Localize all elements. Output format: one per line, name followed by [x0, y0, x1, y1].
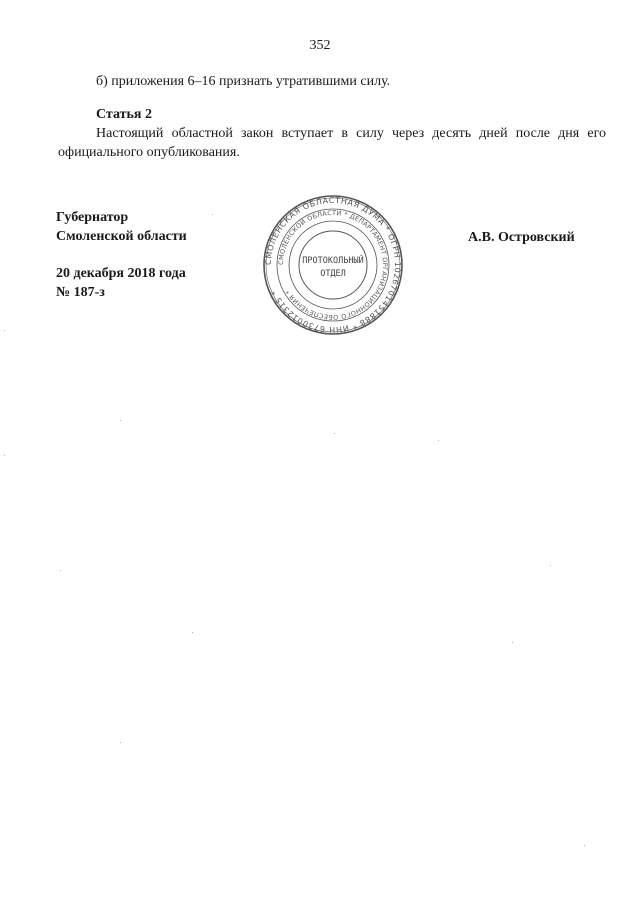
signer-title-line2: Смоленской области [56, 229, 187, 244]
scan-speck [4, 455, 5, 456]
seal-middle-text: СМОЛЕНСКОЙ ОБЛАСТИ * ДЕПАРТАМЕНТ ОРГАНИЗАЦИОННОГО ОБЕСПЕЧЕНИЯ * [276, 208, 390, 322]
signer-title-line1: Губернатор [56, 210, 129, 225]
scan-speck [60, 570, 61, 571]
scan-speck [212, 214, 213, 215]
scan-speck [334, 433, 335, 434]
signature-block [56, 208, 187, 302]
scan-speck [584, 845, 585, 846]
scan-speck [120, 420, 121, 421]
scan-speck [4, 330, 5, 331]
page-number: 352 [309, 38, 331, 53]
scan-speck [438, 440, 439, 441]
seal-outer-text: СМОЛЕНСКАЯ ОБЛАСТНАЯ ДУМА * ОГРН 1026701451888 * ИНН 6730012315 * [263, 195, 403, 335]
law-date: 20 декабря 2018 года [56, 266, 186, 281]
scan-speck [512, 642, 513, 643]
seal-center-line1: ПРОТОКОЛЬНЫЙ [302, 256, 364, 266]
scan-speck [120, 742, 121, 743]
article-heading: Статья 2 [96, 107, 152, 122]
signer-name: А.В. Островский [468, 230, 575, 245]
law-number: № 187-з [56, 285, 105, 300]
scan-speck [550, 565, 551, 566]
list-item-b: б) приложения 6–16 признать утратившими силу. [96, 74, 391, 89]
seal-center-line2: ОТДЕЛ [320, 269, 346, 279]
official-seal [262, 194, 404, 336]
scan-speck [192, 632, 193, 633]
article-body: Настоящий областной закон вступает в силу через десять дней после дня его официального опубликования. [58, 126, 606, 160]
